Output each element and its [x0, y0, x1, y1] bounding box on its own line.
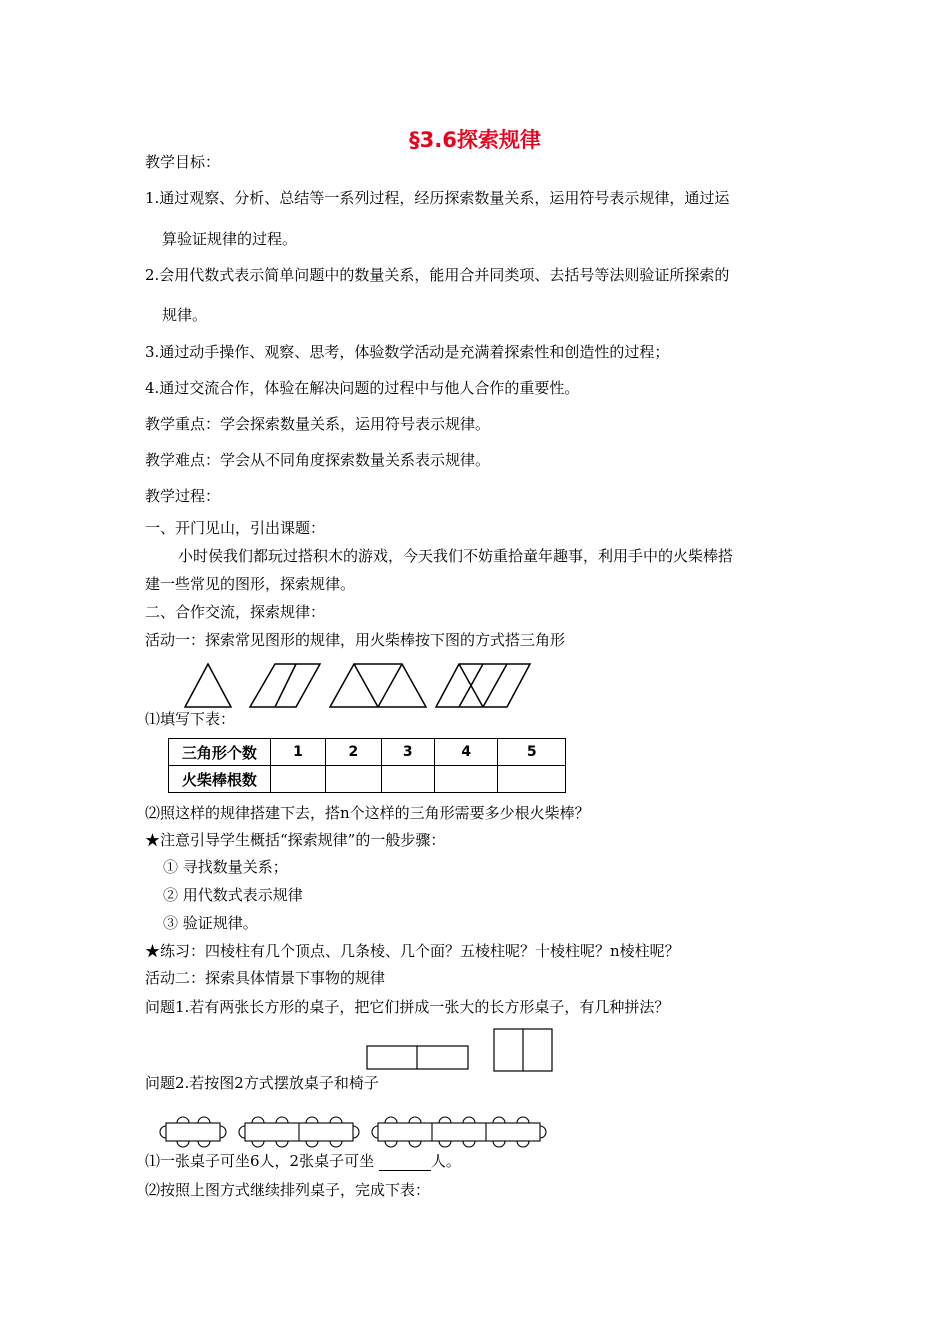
table-header-matches: 火柴棒根数	[169, 766, 271, 793]
practice: ★练习：四棱柱有几个顶点、几条棱、几个面？五棱柱呢？十棱柱呢？n棱柱呢？	[145, 942, 680, 960]
objective-2-line2: 规律。	[162, 306, 208, 324]
sub-question-1	[145, 1151, 461, 1171]
table-cell: 4	[434, 739, 497, 766]
key-point: 教学重点：学会探索数量关系，运用符号表示规律。	[145, 415, 491, 433]
sub-question-1-suffix: 人。	[430, 1152, 461, 1170]
table-header-triangles: 三角形个数	[169, 739, 271, 766]
step-3: ③ 验证规律。	[163, 914, 258, 932]
problem-2: 问题2.若按图2方式摆放桌子和椅子	[145, 1074, 379, 1092]
step-2: ② 用代数式表示规律	[163, 886, 303, 904]
section1-paragraph-line2: 建一些常见的图形，探索规律。	[145, 575, 356, 593]
sub-question-1-text: ⑴一张桌子可坐6人，2张桌子可坐	[145, 1152, 379, 1170]
activity1: 活动一：探索常见图形的规律，用火柴棒按下图的方式搭三角形	[145, 631, 566, 649]
table-cell: 2	[326, 739, 381, 766]
question-2: ⑵照这样的规律搭建下去，搭n个这样的三角形需要多少根火柴棒？	[145, 804, 590, 822]
problem-1: 问题1.若有两张长方形的桌子，把它们拼成一张大的长方形桌子，有几种拼法？	[145, 998, 670, 1016]
table-cell: 5	[498, 739, 566, 766]
objective-1-line1: 1.通过观察、分析、总结等一系列过程，经历探索数量关系，运用符号表示规律，通过运	[145, 189, 730, 207]
activity2: 活动二：探索具体情景下事物的规律	[145, 969, 386, 987]
table-cell: 1	[270, 739, 325, 766]
difficult-point: 教学难点：学会从不同角度探索数量关系表示规律。	[145, 451, 491, 469]
section1-title: 一、开门见山，引出课题：	[145, 519, 326, 537]
objective-4: 4.通过交流合作，体验在解决问题的过程中与他人合作的重要性。	[145, 379, 580, 397]
section1-paragraph-line1: 小时侯我们都玩过搭积木的游戏，今天我们不妨重拾童年趣事，利用手中的火柴棒搭	[178, 547, 734, 565]
step-1: ① 寻找数量关系；	[163, 858, 288, 876]
note: ★注意引导学生概括“探索规律”的一般步骤：	[145, 831, 446, 849]
section2-title: 二、合作交流，探索规律：	[145, 603, 326, 621]
process-heading: 教学过程：	[145, 487, 221, 505]
page-title: §3.6探索规律	[409, 128, 541, 152]
objective-1-line2: 算验证规律的过程。	[162, 230, 298, 248]
objective-2-line1: 2.会用代数式表示简单问题中的数量关系，能用合并同类项、去括号等法则验证所探索的	[145, 266, 730, 284]
fill-table-label: ⑴填写下表：	[145, 710, 236, 728]
answer-blank[interactable]	[379, 1154, 431, 1171]
sub-question-2: ⑵按照上图方式继续排列桌子，完成下表：	[145, 1181, 431, 1199]
objectives-heading: 教学目标：	[145, 153, 221, 171]
table-cell: 3	[381, 739, 434, 766]
objective-3: 3.通过动手操作、观察、思考，体验数学活动是充满着探索性和创造性的过程；	[145, 343, 670, 361]
